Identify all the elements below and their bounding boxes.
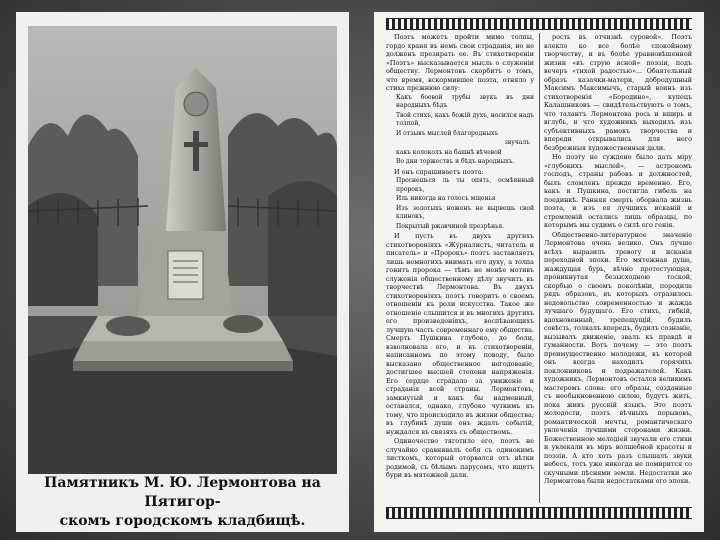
paragraph: Поэтъ можетъ пройти мимо толпы, гордо храня въ немъ свои страданія, но не долженъ презирать ее. Въ стихотвореніи «Поэтъ» высказывается мысль о служеніи обществу. Лермонтовъ скорбитъ о томъ, что время, вскормившее поэта, отняло у стиха прежнюю силу:	[386, 33, 534, 92]
right-column	[544, 33, 692, 503]
photo-caption	[28, 474, 337, 531]
bottom-ornament	[386, 507, 692, 519]
article-page	[374, 12, 704, 532]
verse-line: Во дни торжествъ и бѣдъ народныхъ.	[396, 158, 515, 165]
paragraph: рость въ отчизнѣ суровой». Поэтъ влекло ко все болѣе спокойному творчеству, и въ болѣе уравновѣшенной жизни «въ струю ясной» поэзіи, подъ вечеръ «тихой радостью»... Обаятельный образъ казачки-матери, добродушный Максимъ Максимычъ, старый воинъ изъ стихотворенія «Бородино», купецъ Калашниковъ — свидѣтельствуютъ о томъ, что талантъ Лермонтова рось и вширь и вглубь, и что художникъ выходилъ изъ субъективныхъ рамокъ творчества и впереди открывались для него безбрежныя художественныя дали.	[544, 33, 692, 152]
verse-line: И отзывъ мыслей благородныхъ	[396, 129, 499, 137]
verse-line: какъ колоколъ на башнѣ вѣчевой	[396, 148, 502, 156]
paragraph: Одиночество тяготило его, поэтъ не случайно сравнивалъ себя съ одинокимъ листкомъ, который оторвался отъ вѣтки родимой, съ бѣлымъ парусомъ, что ищетъ бури въ мятежной дали.	[386, 437, 534, 479]
paragraph: Общественно-литературное значеніе Лермонтова очень велико. Онъ лучше всѣхъ выразилъ тревогу и исканія переходной эпохи. Его мятежная душа, жаждущая бурь, вѣчно протестующая, проникнутая безысходною тоской, скорбью о своемъ поколѣніи, породила рядъ образовъ, въ которыхъ отразилось недовольство современностью и жажда лучшаго будущаго. Его стихъ, гибкій, вдохновенный, трепещущій, будилъ совѣсть, толкалъ впередъ, будилъ сознаніе, вызывалъ движеніе, звалъ къ правдѣ и гуманности. Вотъ почему — это поэтъ преимущественно молодежи, въ которой онъ всегда находилъ горячихъ поклонниковъ и подражателей. Какъ художникъ, Лермонтовъ остался великимъ мастеромъ слова: его образы, созданные съ необыкновенною силою, будутъ жить, пока живъ русскій языкъ. Это поэтъ молодости, поэтъ вѣчныхъ порывовъ, романтической мечты, романтическаго увлеченія лучшими сторонами жизни. Божественною мелодіей звучали его стихи и увлекали въ міръ волшебной красоты и поэзіи. А кто хоть разъ слышалъ звуки небесъ, тотъ уже никогда не помирится со скучными пѣснями земли. Недостатки же Лермонтова были недостатками его эпохи.	[544, 230, 692, 485]
verse-line: Изъ золотыхъ ноженъ не вырвешь свой клинокъ,	[396, 204, 534, 220]
photo-card	[16, 12, 349, 532]
verse-line: Покрытый ржавчиной презрѣнья.	[396, 222, 505, 230]
article-columns	[386, 33, 692, 503]
verse-line: Какъ боевой трубы звукъ въ дни народныхъ бѣдъ	[396, 93, 534, 109]
paragraph: Но поэту не суждено было дать міру «глубокихъ мыслей», — астрономъ господъ, страны рабовъ и должностей, былъ сломленъ прежде временно. Его, какъ и Пушкина, постигла гибель на поединкѣ. Ранняя смерть оборвала жизнь поэта, и изъ ея лучшихъ исканій и стремленій остались лишь образцы, по которымъ мы судимъ о силѣ его генія.	[544, 153, 692, 229]
caption-line-2: скомъ городскомъ кладбищѣ.	[59, 513, 306, 529]
verse-line: Иль никогда на голосъ мщенья	[396, 195, 496, 202]
verse-line: Твой стихъ, какъ божій духъ, носился надъ толпой,	[396, 111, 534, 127]
left-column	[386, 33, 534, 503]
verse-line: звучалъ	[504, 139, 530, 146]
monument-photo	[28, 26, 337, 474]
top-ornament	[386, 18, 692, 30]
verse-line: Проснешься ль ты опять, осмѣянный пророкъ,	[396, 177, 534, 193]
column-divider	[539, 33, 540, 503]
monument-photo-image	[28, 26, 337, 474]
caption-line-1: Памятникъ М. Ю. Лермонтова на Пятигор-	[44, 475, 321, 510]
paragraph: И пусть въ двухъ другихъ стихотвореніяхъ «Журналистъ, читатель и писатель» и «Пророкъ» поэтъ заставляетъ лишь немногихъ внимать его духу, а толпа гонитъ пророка — тѣмъ не менѣе мотивъ служенія общественному дѣлу звучитъ въ творчествѣ Лермонтова. Въ двухъ стихотвореніяхъ поэтъ говоритъ о своемъ отношеніи къ роли искусства. Такое же отношеніе слышится и въ многихъ другихъ его произведеніяхъ, воспѣвающихъ лучшую часть современнаго ему общества. Смерть Пушкина глубоко, до боли, взволновала его, и въ стихотвореніи, написанномъ по этому поводу, было высказано общественное негодованіе, достигшее высшей степени напряженія. Его сердце страдало за униженіе и страданія всей страны. Лермонтовъ, замкнутый и какъ бы надменный, оставался, однако, глубоко чуткимъ къ тому, что происходило въ жизни общества; въ глубинѣ души онъ ждалъ событій, нуждался въ связяхъ съ обществомъ.	[386, 232, 534, 436]
paragraph: И онъ спрашиваетъ поэта:	[394, 167, 484, 176]
